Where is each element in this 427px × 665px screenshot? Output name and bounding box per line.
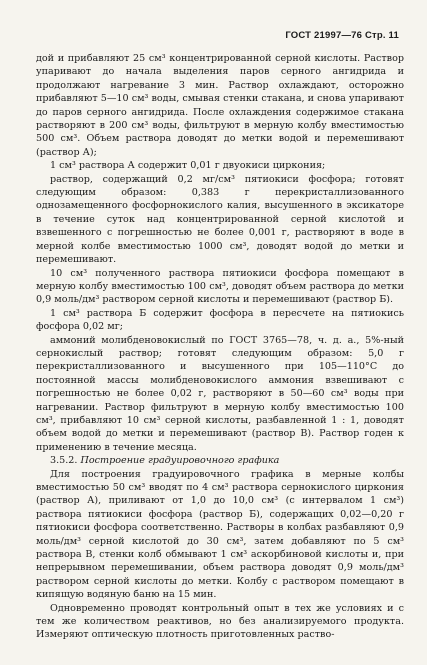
paragraph: 10 см³ полученного раствора пятиокиси фосфора помещают в мерную колбу вместимостью 100 см³, доводят объем раствора до метки 0,9 моль/дм³ раствором серной кислоты и перемешивают (раствор Б). [36, 267, 404, 306]
paragraph: аммоний молибденовокислый по ГОСТ 3765—78, ч. д. а., 5%-ный сернокислый раствор; готовят следующим образом: 5,0 г перекристаллизованного и высушенного при 105—110°С до постоянной массы молибденовокислого аммония взвешивают с погрешностью не более 0,02 г, растворяют в 50—60 см³ воды при нагревании. Раствор фильтруют в мерную колбу вместимостью 100 см³, прибавляют 10 см³ серной кислоты, разбавленной 1 : 1, доводят объем водой до метки и перемешивают (раствор В). Раствор годен к применению в течение месяца. [36, 334, 404, 453]
page-header: ГОСТ 21997—76 Стр. 11 [285, 30, 399, 41]
paragraph: дой и прибавляют 25 см³ концентрированной серной кислоты. Раствор упаривают до начала выделения паров серного ангидрида и продолжают нагревание 3 мин. Раствор охлаждают, осторожно прибавляют 5—10 см³ воды, смывая стенки стакана, и снова упаривают до паров серного ангидрида. После охлаждения содержимое стакана растворяют в 200 см³ воды, фильтруют в мерную колбу вместимостью 500 см³. Объем раствора доводят до метки водой и перемешивают (раствор А); [36, 53, 404, 158]
section-number: 3.5.2. [50, 455, 78, 467]
paragraph: Для построения градуировочного графика в мерные колбы вместимостью 50 см³ вводят по 4 см³ раствора сернокислого циркония (раствор А), приливают от 1,0 до 10,0 см³ (с интервалом 1 см³) раствора пятиокиси фосфора (раствор Б), содержащих 0,02—0,20 г пятиокиси фосфора соответственно. Растворы в колбах разбавляют 0,9 моль/дм³ серной кислотой до 30 см³, затем добавляют по 5 см³ раствора В, стенки колб обмывают 1 см³ аскорбиновой кислоты и, при непрерывном перемешивании, объем раствора доводят 0,9 моль/дм³ раствором серной кислоты до метки. Колбу с раствором помещают в кипящую водяную баню на 15 мин. [36, 468, 404, 601]
paragraph: раствор, содержащий 0,2 мг/см³ пятиокиси фосфора; готовят следующим образом: 0,383 г перекристаллизованного однозамещенного фосфорнокислого калия, высушенного в эксикаторе в течение суток над концентрированной серной кислотой и взвешенного с погрешностью не более 0,001 г, растворяют в воде в мерной колбе вместимостью 1000 см³, доводят водой до метки и перемешивают. [36, 173, 404, 266]
paragraph: 1 см³ раствора Б содержит фосфора в пересчете на пятиокись фосфора 0,02 мг; [36, 307, 404, 333]
section-title: Построение градуировочного графика [80, 455, 280, 467]
document-body [36, 52, 404, 642]
section-heading [36, 454, 404, 467]
paragraph: 1 см³ раствора А содержит 0,01 г двуокиси циркония; [50, 160, 326, 172]
paragraph: Одновременно проводят контрольный опыт в тех же условиях и с тем же количеством реактивов, но без анализируемого продукта. Измеряют оптическую плотность приготовленных раство- [36, 602, 404, 641]
